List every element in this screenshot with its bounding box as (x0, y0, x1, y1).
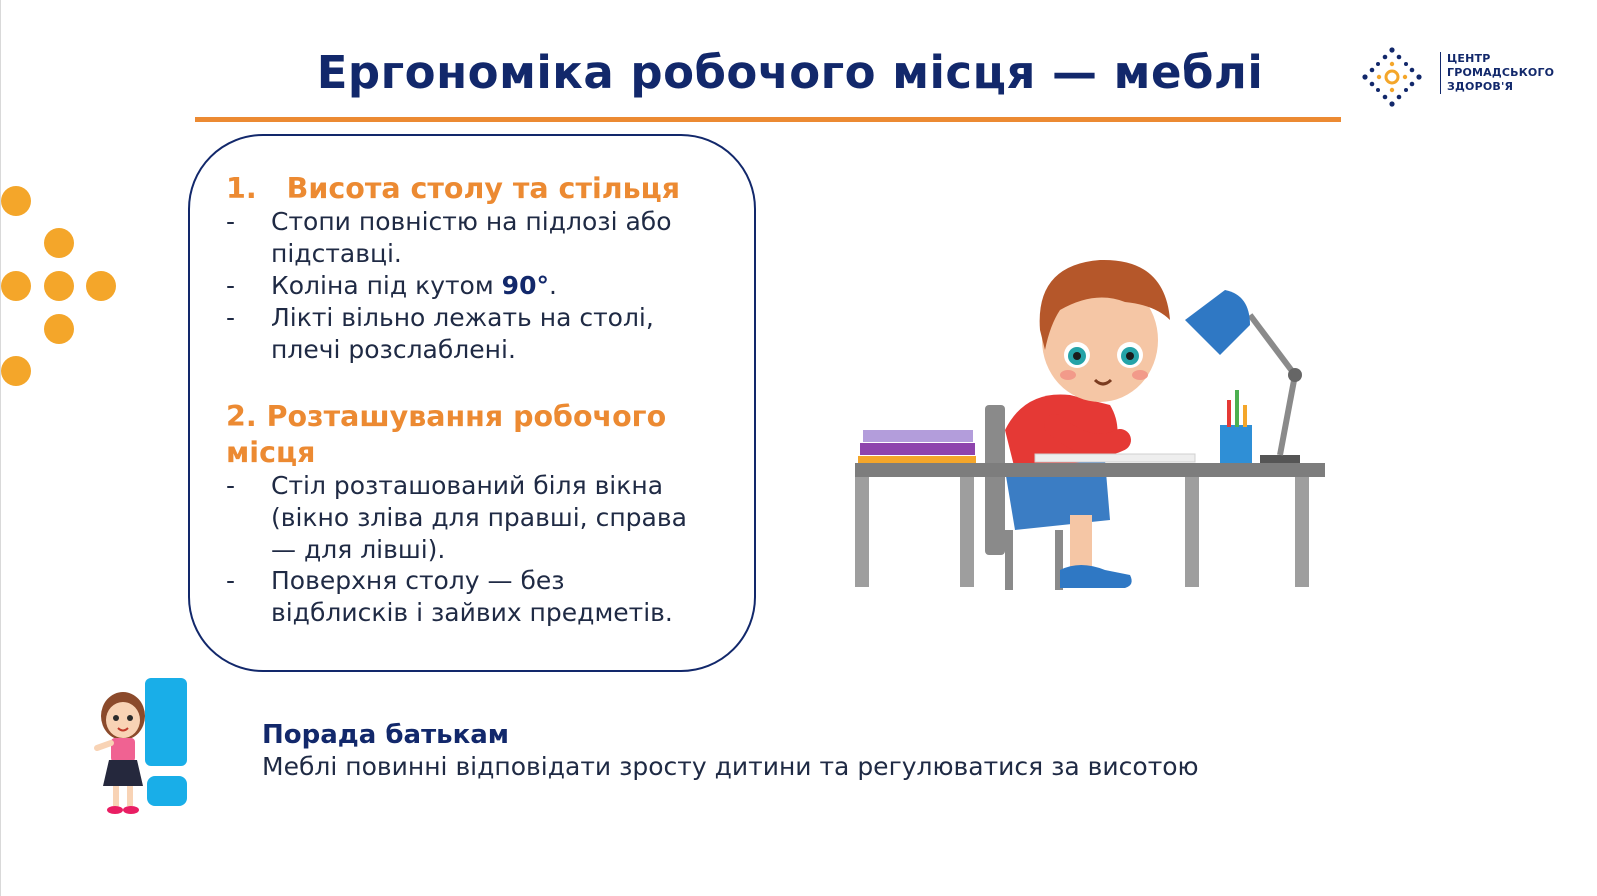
tip-title: Порада батькам (262, 720, 510, 750)
section1-heading: 1. Висота столу та стільця (226, 172, 681, 205)
decorative-dots (0, 180, 140, 400)
girl-with-exclamation-icon (85, 678, 215, 828)
section2-heading: 2. Розташування робочого місця (226, 400, 667, 469)
logo-text: ЦЕНТР ГРОМАДСЬКОГО ЗДОРОВ'Я (1440, 52, 1554, 94)
left-edge-line (0, 0, 1, 896)
title-underline (195, 117, 1341, 122)
boy-at-desk-illustration (855, 230, 1355, 610)
slide-title: Ергономіка робочого місця — меблі (316, 46, 1264, 99)
tip-text: Меблі повинні відповідати зросту дитини та регулюватися за висотою (262, 752, 1199, 781)
